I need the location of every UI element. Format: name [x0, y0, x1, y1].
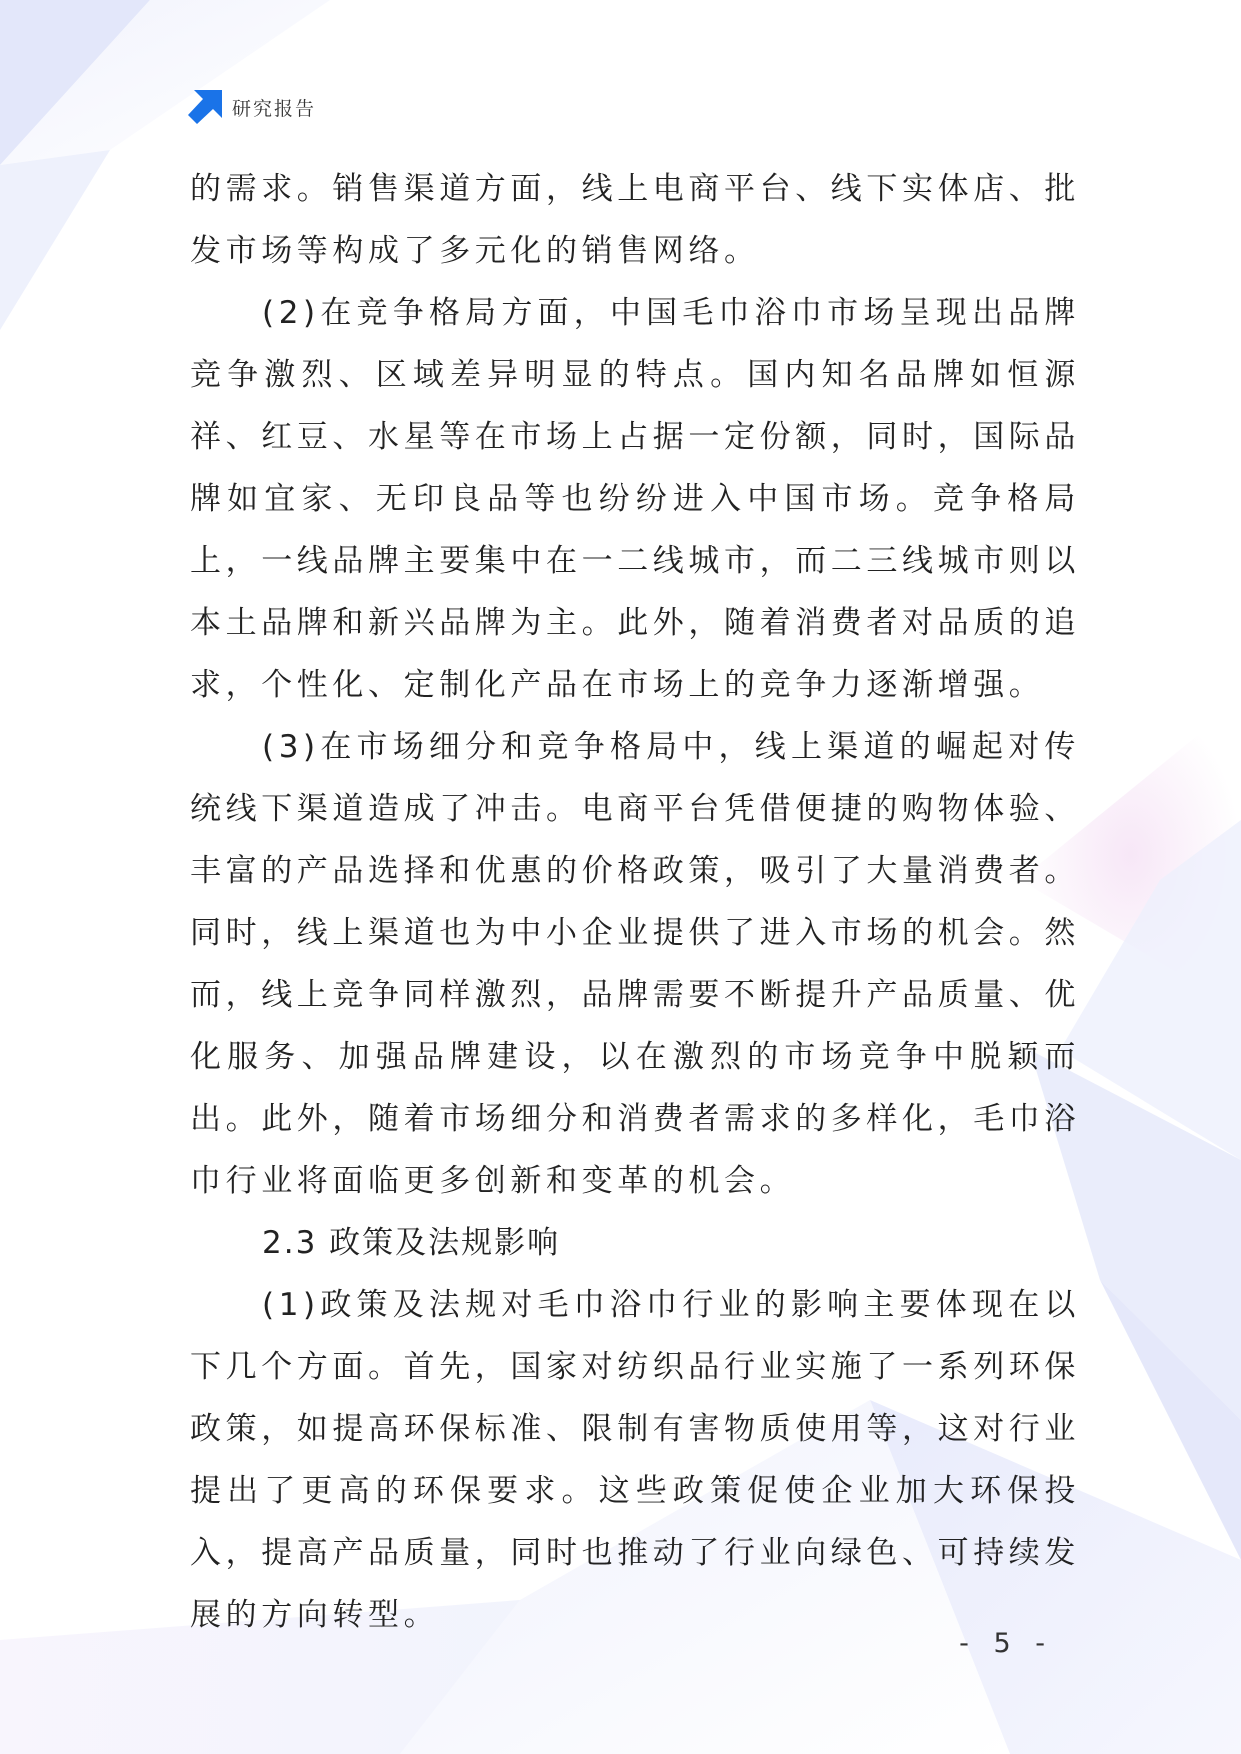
- report-header: [188, 90, 316, 124]
- paragraph-3: (3)在市场细分和竞争格局中，线上渠道的崛起对传统线下渠道造成了冲击。电商平台凭借便捷的购物体验、丰富的产品选择和优惠的价格政策，吸引了大量消费者。同时，线上渠道也为中小企业提供了进入市场的机会。然而，线上竞争同样激烈，品牌需要不断提升产品质量、优化服务、加强品牌建设，以在激烈的市场竞争中脱颖而出。此外，随着市场细分和消费者需求的多样化，毛巾浴巾行业将面临更多创新和变革的机会。: [190, 729, 1080, 1199]
- paragraph-2: (2)在竞争格局方面，中国毛巾浴巾市场呈现出品牌竞争激烈、区域差异明显的特点。国内知名品牌如恒源祥、红豆、水星等在市场上占据一定份额，同时，国际品牌如宜家、无印良品等也纷纷进入中国市场。竞争格局上，一线品牌主要集中在一二线城市，而二三线城市则以本土品牌和新兴品牌为主。此外，随着消费者对品质的追求，个性化、定制化产品在市场上的竞争力逐渐增强。: [190, 295, 1080, 703]
- document-body: [190, 158, 1080, 1646]
- paragraph-continuation: 的需求。销售渠道方面，线上电商平台、线下实体店、批发市场等构成了多元化的销售网络。: [190, 171, 1080, 269]
- page-number: - 5 -: [959, 1628, 1053, 1659]
- section-paragraph-1: (1)政策及法规对毛巾浴巾行业的影响主要体现在以下几个方面。首先，国家对纺织品行业实施了一系列环保政策，如提高环保标准、限制有害物质使用等，这对行业提出了更高的环保要求。这些政策促使企业加大环保投入，提高产品质量，同时也推动了行业向绿色、可持续发展的方向转型。: [190, 1287, 1080, 1633]
- arrow-up-right-icon: [188, 90, 222, 124]
- report-header-title: 研究报告: [232, 97, 317, 120]
- section-heading: 2.3 政策及法规影响: [262, 1225, 561, 1261]
